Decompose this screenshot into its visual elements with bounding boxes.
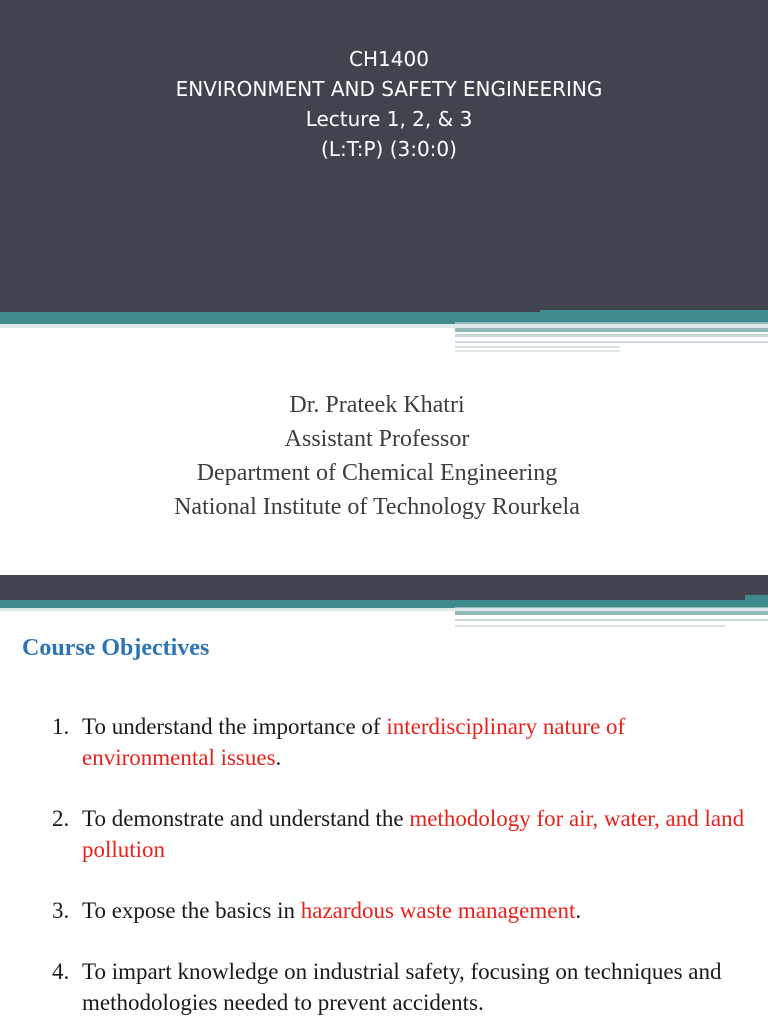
objective-highlight: methodology for air, water, and land pollution [82,806,745,862]
presenter-department: Department of Chemical Engineering [196,460,558,486]
objective-suffix: . [275,745,282,770]
objective-highlight: hazardous waste management [300,898,576,923]
section-heading: Course Objectives [22,635,210,661]
list-number: 3. [52,898,70,923]
list-number: 4. [52,959,70,984]
list-item [52,956,752,1018]
course-code: CH1400 [349,47,429,71]
presenter-name: Dr. Prateek Khatri [289,392,465,418]
presenter-block [0,388,754,524]
ltp-structure: (L:T:P) (3:0:0) [321,137,457,161]
presenter-institute: National Institute of Technology Rourkela [174,494,580,520]
presenter-position: Assistant Professor [284,426,470,452]
slide-gap [0,556,768,575]
objective-text: To understand the importance of [82,714,387,739]
lecture-numbers: Lecture 1, 2, & 3 [305,107,473,131]
objective-highlight: interdisciplinary nature of environmental issues [82,714,626,770]
list-number: 2. [52,806,70,831]
course-title: ENVIRONMENT AND SAFETY ENGINEERING [175,77,603,101]
list-item [52,803,752,865]
objective-text: To impart knowledge on industrial safety, focusing on techniques and methodologies needed to prevent accidents. [82,959,722,1015]
list-item [52,711,752,773]
decorative-stripes [0,595,768,631]
objectives-slide [0,575,768,1024]
objective-text: To demonstrate and understand the [82,806,410,831]
title-block [0,44,768,164]
decorative-stripes [0,306,768,356]
list-item [52,895,752,926]
objectives-list [52,711,752,1024]
objective-text: To expose the basics in [82,898,301,923]
objective-suffix: . [575,898,582,923]
list-number: 1. [52,714,70,739]
